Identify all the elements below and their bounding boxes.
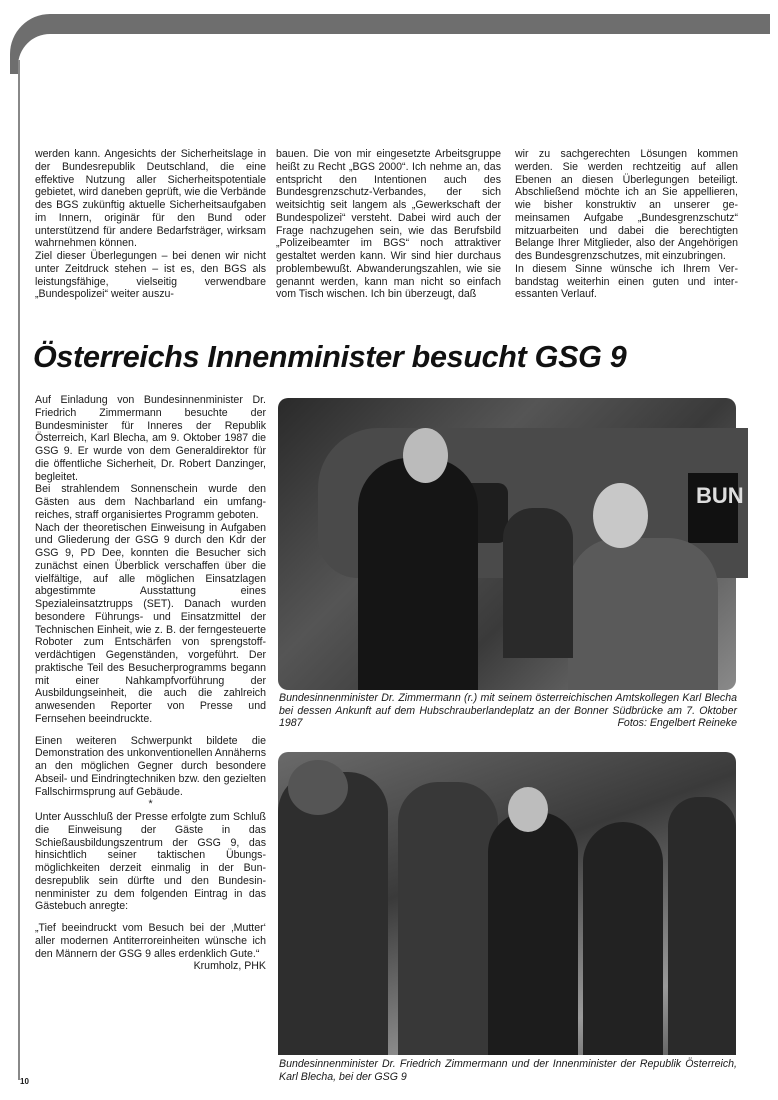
author-signature: Krumholz, PHK (193, 960, 266, 973)
helmet (288, 760, 348, 815)
person-right (583, 822, 663, 1055)
quote-paragraph (35, 922, 266, 973)
person-left-head (403, 428, 448, 483)
top-article-column-2 (276, 148, 501, 301)
article-body-column (35, 394, 266, 973)
photo-2-caption (279, 1058, 737, 1083)
caption-text: Bundesinnenminister Dr. Friedrich Zimmermann und der Innenminister der Republik Österreich, Karl Blecha, bei der GSG 9 (279, 1058, 737, 1083)
top-article-column-1 (35, 148, 266, 301)
caption-text: Bundesinnenminister Dr. Zimmermann (r.) mit seinem österreichischen Amtskollegen Karl Blecha bei dessen Ankunft auf dem Hubschrauberlandeplatz an der Bonner Südbrücke am 7. Oktober 1987 (279, 692, 737, 730)
quote-text: „Tief beeindruckt vom Besuch bei der ‚Mutter‘ aller modernen Antiterroreinheiten wünsche ich den Männern der GSG 9 alles erdenklich Gute.“ (35, 922, 266, 960)
person-left (358, 458, 478, 690)
person-right-head (593, 483, 648, 548)
paragraph: bauen. Die von mir eingesetzte Arbeitsgruppe heißt zu Recht „BGS 2000“. Ich nehme an, das entspricht den Intentionen auch des Bundesgrenzschutz-Verbandes, der sich weitsichtig seit langem als „Gewerkschaft der Bundespolizei“ versteht. Dabei wird auch der Frage nachzugehen sein, wie das Berufsbild „Polizeibeamter im BGS“ noch attraktiver gestaltet werden kann. Wir sind hier durchaus problembewußt. Abwanderungszahlen, wie sie genannt werden, kann man nicht so einfach vom Tisch wischen. Ich bin überzeugt, daß (276, 148, 501, 301)
paragraph: Nach der theoretischen Einweisung in Aufgaben und Gliederung der GSG 9 durch den Kdr der GSG 9, PD Dee, konnten die Besucher sich zunächst einen Überblick verschaffen über die vielfältige, auf alle möglichen Einsatzlagen abgestimmte Ausstattung eines Spezialeinsatztrupps (SET). Danach wurden besondere Führungs- und Einsatzmittel der Technischen Einheit, wie z. B. der ferngesteuerte Roboter zum Entschärfen von sprengstoffverdächtigen Gegenständen, vorgeführt. Der praktische Teil des Besucherprogramms begann mit einer Nahkampfvorführung der Ausbildungseinheit, die auch die zahlreich anwesenden Reporter von Presse und Fernsehen beeindruckte. (35, 521, 266, 725)
header-band-inner (18, 34, 778, 94)
page-number: 10 (20, 1077, 29, 1086)
header-band (0, 0, 748, 60)
top-article-column-3 (515, 148, 738, 301)
paragraph: Bei strahlendem Sonnenschein wurde den Gästen aus dem Nachbarland ein umfangreiches, straff organisiertes Programm geboten. (35, 483, 266, 521)
person-right (568, 538, 718, 690)
paragraph: In diesem Sinne wünsche ich Ihrem Verbandstag weiterhin einen guten und interessanten Verlauf. (515, 262, 738, 301)
left-margin-rule (18, 60, 20, 1080)
helicopter-lettering: BUN (688, 473, 738, 543)
article-headline: Österreichs Innenminister besucht GSG 9 (33, 340, 627, 374)
photo-1-caption (279, 692, 737, 730)
paragraph: werden kann. Angesichts der Sicherheitslage in der Bundesrepublik Deutschland, die eine effektive Nutzung aller Sicherheitspotentiale gebietet, wird daneben geprüft, wie die Verbände des BGS zukünftig aktuelle Sicherheitsaufgaben im Innern, originär für den Bund oder unterstützend für andere Bedarfsträger, wirksam wahrnehmen können. (35, 148, 266, 250)
officer-helmet-left (278, 772, 388, 1055)
photo-gsg9-visit (278, 752, 736, 1055)
photo-arrival-helicopter (278, 398, 744, 690)
section-separator: * (148, 798, 153, 811)
paragraph: Einen weiteren Schwerpunkt bildete die Demonstration des unkonventionellen Annäherns an den möglichen Gegner durch besondere Abseil- und Eindringtechniken bzw. den gezielten Fallschirmsprung auf Gebäude. (35, 734, 266, 798)
paragraph: Unter Ausschluß der Presse erfolgte zum Schluß die Einweisung der Gäste in das Schießausbildungszentrum der GSG 9, das hinsichtlich seiner taktischen Übungsmöglichkeiten derzeit einmalig in der Bundesrepublik sein dürfte und den Bundesinnenminister zu dem folgenden Eintrag in das Gästebuch anregte: (35, 811, 266, 913)
minister (488, 812, 578, 1055)
photo-credit: Fotos: Engelbert Reineke (617, 717, 737, 730)
officer (503, 508, 573, 658)
officer-helmet-center (398, 782, 498, 1055)
paragraph: Auf Einladung von Bundesinnenminister Dr. Friedrich Zimmermann besuchte der Bundesminister für Inneres der Republik Österreich, Karl Blecha, am 9. Oktober 1987 die GSG 9. Er wurde von dem Generaldirektor für die öffentliche Sicherheit, Dr. Robert Danzinger, begleitet. (35, 394, 266, 483)
minister-head (508, 787, 548, 832)
paragraph: wir zu sachgerechten Lösungen kommen werden. Sie werden rechtzeitig auf allen Ebenen an diesen Überlegungen beteiligt. Abschließend möchte ich an Sie appellieren, wie bisher konstruktiv an unserer gemeinsamen Aufgabe „Bundesgrenzschutz“ mitzuarbeiten und dabei die berechtigten Belange Ihrer Mitglieder, also der Angehörigen des Bundesgrenzschutzes, mit einzubringen. (515, 148, 738, 262)
officer-right (668, 797, 736, 1055)
paragraph: Ziel dieser Überlegungen – bei denen wir nicht unter Zeitdruck stehen – ist es, den BGS als leistungsfähige, vielseitig verwendbare „Bundespolizei“ weiter auszu- (35, 250, 266, 301)
